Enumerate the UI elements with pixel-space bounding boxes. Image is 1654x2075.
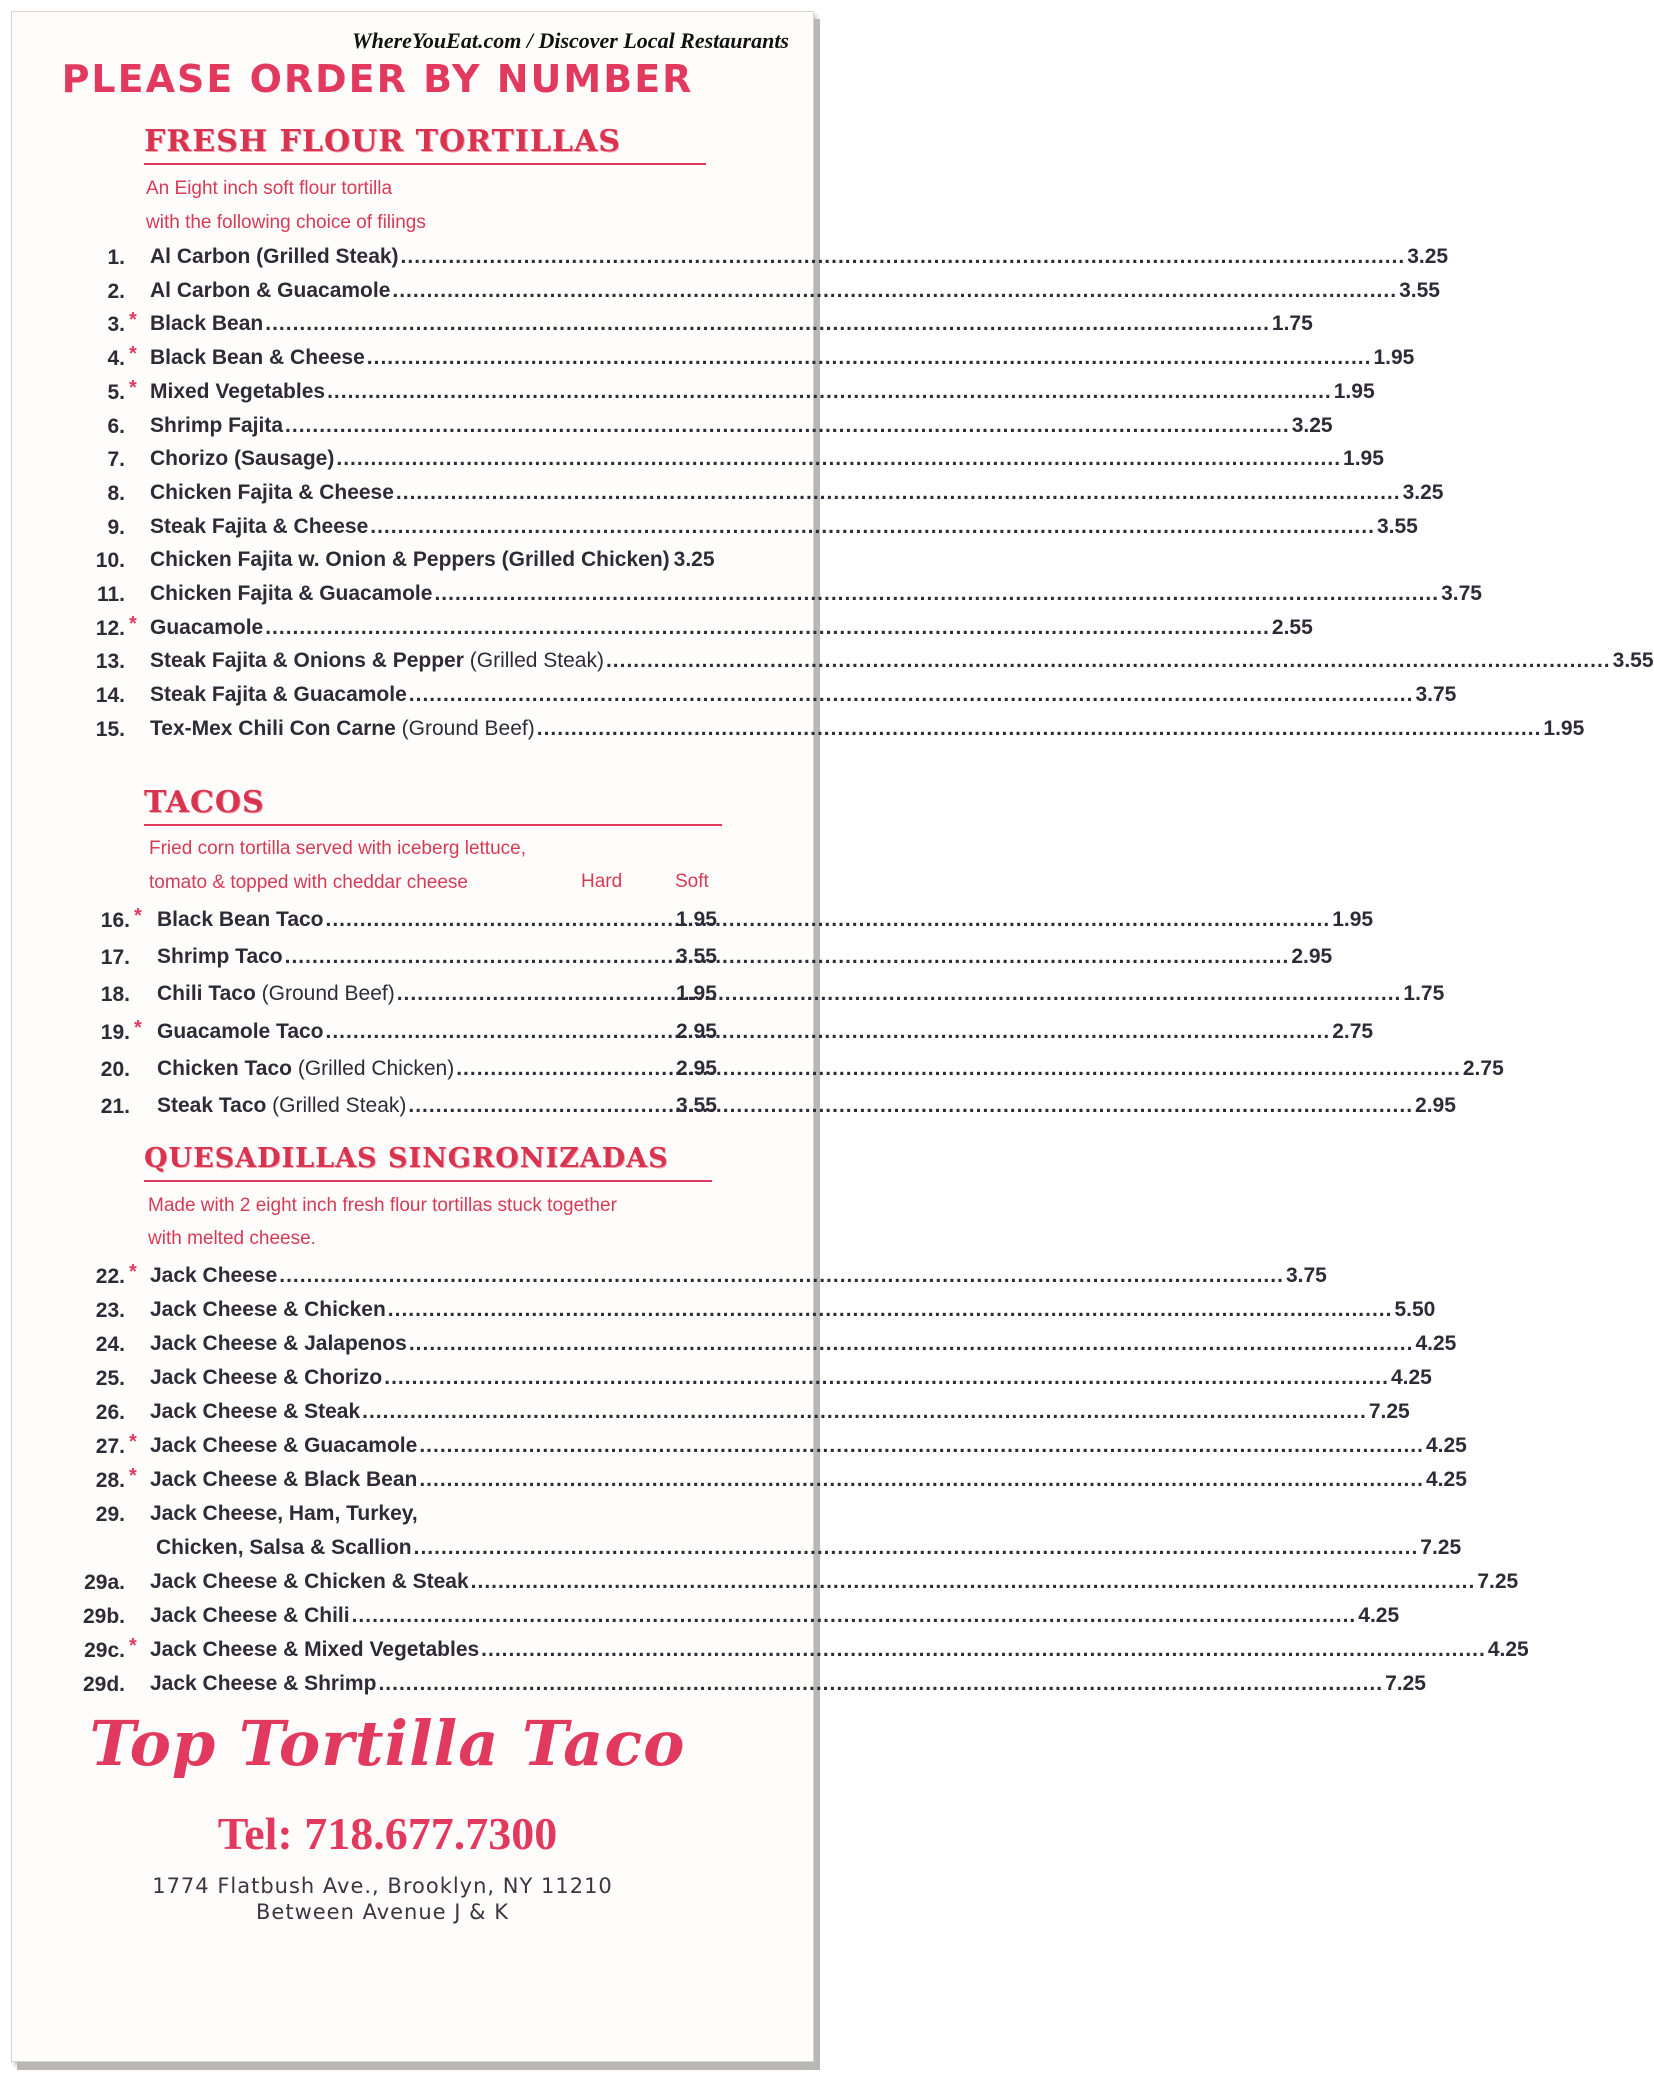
item-name: Chicken Taco	[157, 1056, 292, 1080]
item-price: 1.95	[1373, 346, 1415, 370]
item-name: Black Bean Taco	[157, 908, 324, 931]
menu-item	[12, 444, 1384, 478]
vegetarian-star-icon: *	[129, 376, 137, 399]
quesadillas-desc-2: with melted cheese.	[148, 1228, 316, 1249]
item-price: 1.95	[1333, 379, 1375, 403]
item-line	[150, 312, 1313, 336]
tacos-title: TACOS	[144, 785, 265, 820]
item-name: Jack Cheese & Chili	[150, 1604, 350, 1627]
item-price: 4.25	[1425, 1434, 1467, 1457]
item-name: Jack Cheese & Chicken	[150, 1298, 386, 1321]
item-line	[150, 278, 1440, 303]
dot-leader	[265, 616, 1270, 640]
dot-leader	[384, 1366, 1389, 1390]
col-soft: Soft	[675, 871, 709, 892]
item-price: 2.55	[1271, 615, 1313, 639]
menu-item	[12, 1431, 1467, 1465]
item-name: Steak Fajita & Guacamole	[150, 683, 407, 707]
item-name: Shrimp Fajita	[150, 413, 284, 437]
item-line	[150, 548, 715, 572]
item-line	[150, 1502, 701, 1526]
menu-item	[12, 1091, 1456, 1125]
item-line	[150, 1434, 1467, 1458]
item-name: Jack Cheese & Chorizo	[150, 1366, 383, 1389]
item-name: Jack Cheese & Chicken & Steak	[150, 1570, 469, 1593]
dot-leader	[434, 582, 1439, 606]
item-line	[150, 1332, 1457, 1356]
menu-item	[12, 545, 813, 579]
item-number: 6.	[107, 414, 125, 438]
item-number: 2.	[107, 279, 125, 303]
item-number: 23.	[95, 1299, 125, 1322]
menu-item	[12, 1669, 1426, 1703]
restaurant-logo: Top Tortilla Taco	[89, 1707, 686, 1780]
item-line	[150, 413, 1333, 438]
dot-leader	[388, 1298, 1393, 1322]
menu-item	[12, 1635, 1529, 1669]
dot-leader	[456, 1057, 1461, 1081]
item-number: 15.	[95, 717, 125, 741]
item-price: 3.55	[1612, 649, 1654, 673]
item-name: Chicken Fajita & Guacamole	[150, 582, 433, 605]
item-price: 4.25	[1415, 1332, 1457, 1355]
item-price: 1.95	[1543, 716, 1585, 740]
item-price: 1.75	[1271, 312, 1313, 336]
dot-leader	[481, 1638, 1486, 1662]
item-number: 29b.	[82, 1605, 125, 1628]
menu-item	[12, 714, 1585, 748]
item-number: 13.	[95, 650, 125, 674]
dot-leader	[392, 279, 1397, 303]
menu-item	[12, 1533, 1462, 1567]
menu-item	[12, 1397, 1410, 1431]
menu-page	[11, 11, 1654, 2062]
dot-leader	[352, 1604, 1357, 1628]
item-price: 7.25	[1385, 1672, 1426, 1695]
item-name: Steak Taco	[157, 1094, 267, 1117]
soft-price: 2.95	[676, 1019, 717, 1043]
vegetarian-star-icon: *	[129, 343, 137, 366]
item-line	[150, 480, 1444, 505]
menu-item	[12, 1054, 1504, 1088]
item-line	[150, 1298, 1436, 1322]
item-number: 21.	[100, 1095, 130, 1118]
menu-item	[12, 478, 1444, 512]
item-number: 29a.	[84, 1571, 125, 1594]
address-line-2: Between Avenue J & K	[256, 1900, 509, 1924]
hard-price: 2.95	[1291, 945, 1333, 969]
soft-price: 2.95	[676, 1056, 717, 1080]
item-line	[150, 346, 1415, 370]
item-price: 3.25	[673, 548, 715, 572]
item-number: 25.	[95, 1367, 125, 1390]
item-name: Steak Fajita & Onions & Pepper	[150, 649, 464, 673]
dot-leader	[279, 1264, 1284, 1288]
item-name: Chorizo (Sausage)	[150, 447, 335, 471]
item-name: Jack Cheese	[150, 1264, 278, 1287]
item-price: 4.25	[1487, 1638, 1529, 1661]
dot-leader	[326, 1020, 1331, 1044]
item-price: 5.50	[1394, 1298, 1436, 1321]
item-line	[150, 1264, 1327, 1288]
item-number: 10.	[95, 549, 125, 573]
vegetarian-star-icon: *	[134, 905, 142, 927]
soft-price: 1.95	[676, 982, 717, 1006]
item-number: 22.	[95, 1265, 125, 1288]
item-line	[150, 1638, 1529, 1662]
dot-leader	[326, 908, 1331, 932]
item-line	[150, 1468, 1467, 1492]
item-line	[150, 1604, 1400, 1628]
item-line	[150, 683, 1457, 707]
dot-leader	[408, 1094, 1413, 1118]
dot-leader	[327, 380, 1332, 404]
item-name: Jack Cheese & Guacamole	[150, 1434, 418, 1457]
item-number: 11.	[96, 583, 125, 606]
item-price: 3.25	[1407, 245, 1449, 268]
item-price: 4.25	[1358, 1604, 1400, 1627]
dot-leader	[370, 515, 1375, 539]
item-name: Shrimp Taco	[157, 945, 283, 969]
item-number: 29c.	[84, 1639, 125, 1662]
item-price: 3.55	[1399, 278, 1440, 302]
menu-item	[12, 1016, 1374, 1051]
telephone: Tel: 718.677.7300	[217, 1808, 558, 1859]
dot-leader	[401, 245, 1406, 269]
item-price: 3.25	[1291, 413, 1333, 437]
item-name: Tex-Mex Chili Con Carne	[150, 716, 396, 740]
vegetarian-star-icon: *	[129, 612, 137, 635]
tacos-rule	[144, 824, 722, 826]
dot-leader	[336, 447, 1341, 471]
vegetarian-star-icon: *	[129, 1635, 137, 1657]
item-price: 7.25	[1368, 1400, 1410, 1423]
dot-leader	[414, 1536, 1419, 1560]
menu-item	[12, 1601, 1400, 1635]
quesadillas-rule	[144, 1180, 712, 1182]
main-title: PLEASE ORDER BY NUMBER	[61, 57, 694, 101]
item-price: 3.55	[1376, 514, 1418, 538]
dot-leader	[265, 312, 1270, 336]
menu-item	[12, 680, 1457, 714]
item-line	[150, 379, 1375, 404]
item-number: 29.	[95, 1503, 125, 1526]
dot-leader	[409, 1332, 1414, 1356]
item-line	[150, 1672, 1426, 1696]
menu-item	[12, 309, 1313, 343]
menu-item	[12, 1499, 813, 1533]
vegetarian-star-icon: *	[129, 309, 137, 332]
item-line	[150, 514, 1418, 539]
item-line	[150, 447, 1384, 471]
item-line	[150, 245, 1449, 269]
dot-leader	[537, 717, 1542, 741]
menu-item	[12, 579, 1482, 613]
item-name: Guacamole	[150, 615, 264, 639]
item-price: 7.25	[1477, 1570, 1519, 1593]
menu-item	[12, 242, 1449, 276]
tortillas-desc-1: An Eight inch soft flour tortilla	[146, 178, 393, 199]
item-number: 5.	[107, 380, 125, 404]
item-number: 27.	[95, 1435, 125, 1458]
dot-leader	[409, 683, 1414, 707]
item-name: Chili Taco	[157, 982, 256, 1006]
dot-leader	[396, 481, 1401, 505]
item-note: (Grilled Steak)	[272, 1094, 407, 1117]
site-header: WhereYouEat.com / Discover Local Restaurants	[352, 28, 789, 53]
item-name: Jack Cheese, Ham, Turkey,	[150, 1502, 418, 1525]
menu-item	[12, 1465, 1467, 1499]
item-name: Chicken Fajita & Cheese	[150, 480, 394, 504]
quesadillas-desc-1: Made with 2 eight inch fresh flour tortillas stuck together	[148, 1195, 617, 1216]
item-line	[150, 615, 1313, 640]
item-name: Black Bean	[150, 312, 264, 336]
item-name: Chicken Fajita w. Onion & Peppers (Grilled Chicken)	[150, 548, 670, 572]
item-price: 3.75	[1285, 1264, 1327, 1287]
item-number: 7.	[107, 448, 125, 472]
dot-leader	[285, 945, 1290, 969]
menu-item	[12, 612, 1313, 647]
vegetarian-star-icon: *	[129, 1431, 137, 1453]
dot-leader	[419, 1468, 1424, 1492]
item-note: (Grilled Chicken)	[297, 1056, 455, 1080]
item-number: 20.	[100, 1057, 130, 1081]
dot-leader	[397, 982, 1402, 1006]
item-name: Jack Cheese & Jalapenos	[150, 1332, 407, 1355]
item-line	[157, 908, 1374, 932]
item-line	[150, 649, 1654, 673]
soft-price: 3.55	[676, 945, 717, 969]
tacos-desc-2: tomato & topped with cheddar cheese	[149, 872, 468, 893]
item-name: Al Carbon (Grilled Steak)	[150, 245, 399, 268]
menu-item	[12, 1261, 1327, 1295]
item-line	[150, 716, 1585, 741]
item-line	[156, 1536, 1462, 1560]
item-number: 26.	[95, 1401, 125, 1424]
tortillas-desc-2: with the following choice of filings	[146, 212, 426, 233]
item-number: 12.	[95, 616, 125, 640]
item-number: 29d.	[82, 1673, 125, 1696]
item-price: 3.75	[1415, 683, 1457, 707]
menu-item	[12, 343, 1415, 377]
menu-item	[12, 646, 1654, 680]
dot-leader	[419, 1434, 1424, 1458]
hard-price: 1.95	[1332, 908, 1374, 931]
dot-leader	[362, 1400, 1367, 1424]
item-number: 1.	[107, 246, 125, 269]
dot-leader	[367, 346, 1372, 370]
dot-leader	[471, 1570, 1476, 1594]
item-number: 8.	[107, 481, 125, 505]
item-number: 28.	[95, 1469, 125, 1492]
item-price: 7.25	[1420, 1536, 1462, 1559]
quesadillas-title: QUESADILLAS SINGRONIZADAS	[144, 1143, 669, 1174]
item-name: Steak Fajita & Cheese	[150, 514, 369, 538]
item-number: 24.	[95, 1333, 125, 1356]
item-number: 17.	[100, 946, 130, 970]
item-name: Black Bean & Cheese	[150, 346, 365, 370]
vegetarian-star-icon: *	[129, 1261, 137, 1283]
item-number: 4.	[107, 347, 125, 371]
menu-item	[12, 376, 1375, 411]
item-name: Al Carbon & Guacamole	[150, 278, 391, 302]
menu-item	[12, 411, 1333, 445]
tacos-desc-1: Fried corn tortilla served with iceberg lettuce,	[149, 838, 526, 859]
item-number: 3.	[107, 313, 125, 337]
item-name: Mixed Vegetables	[150, 379, 326, 403]
item-price: 4.25	[1426, 1468, 1467, 1491]
item-line	[150, 1400, 1410, 1424]
address-line-1: 1774 Flatbush Ave., Brooklyn, NY 11210	[152, 1874, 613, 1898]
menu-item	[12, 1567, 1519, 1601]
hard-price: 2.75	[1332, 1019, 1374, 1043]
dot-leader	[606, 649, 1611, 673]
vegetarian-star-icon: *	[134, 1016, 142, 1039]
menu-item	[12, 1363, 1432, 1397]
hard-price: 2.95	[1415, 1094, 1456, 1117]
item-number: 16.	[100, 909, 130, 932]
item-number: 14.	[95, 684, 125, 708]
vegetarian-star-icon: *	[129, 1465, 137, 1487]
item-name: Jack Cheese & Mixed Vegetables	[150, 1638, 480, 1661]
item-price: 3.25	[1402, 480, 1444, 504]
item-name: Jack Cheese & Black Bean	[150, 1468, 418, 1491]
tortillas-rule	[144, 163, 706, 165]
item-name: Jack Cheese & Shrimp	[150, 1672, 377, 1695]
item-price: 4.25	[1390, 1366, 1432, 1389]
item-price: 1.95	[1343, 447, 1384, 471]
item-price: 3.75	[1441, 582, 1482, 605]
tortillas-title: FRESH FLOUR TORTILLAS	[144, 124, 621, 159]
item-note: (Ground Beef)	[261, 982, 395, 1006]
item-note: (Grilled Steak)	[469, 649, 604, 673]
item-line	[150, 1366, 1432, 1390]
col-hard: Hard	[581, 871, 623, 892]
hard-price: 1.75	[1403, 982, 1445, 1006]
item-note: (Ground Beef)	[401, 716, 535, 740]
menu-item	[12, 1295, 1436, 1329]
item-number: 18.	[100, 983, 130, 1007]
item-name: Jack Cheese & Steak	[150, 1400, 361, 1423]
menu-item	[12, 276, 1440, 310]
dot-leader	[378, 1672, 1383, 1696]
item-number: 9.	[107, 515, 125, 539]
menu-item	[12, 905, 1374, 939]
item-line	[150, 1570, 1519, 1594]
menu-item	[12, 512, 1418, 546]
menu-item	[12, 1329, 1457, 1363]
soft-price: 3.55	[676, 1094, 717, 1117]
item-line	[150, 582, 1482, 606]
dot-leader	[285, 414, 1290, 438]
menu-item	[12, 979, 1445, 1013]
item-name: Chicken, Salsa & Scallion	[156, 1536, 412, 1559]
soft-price: 1.95	[676, 908, 717, 931]
item-number: 19.	[100, 1020, 130, 1044]
menu-item	[12, 942, 1333, 976]
hard-price: 2.75	[1462, 1056, 1504, 1080]
item-name: Guacamole Taco	[157, 1019, 324, 1043]
